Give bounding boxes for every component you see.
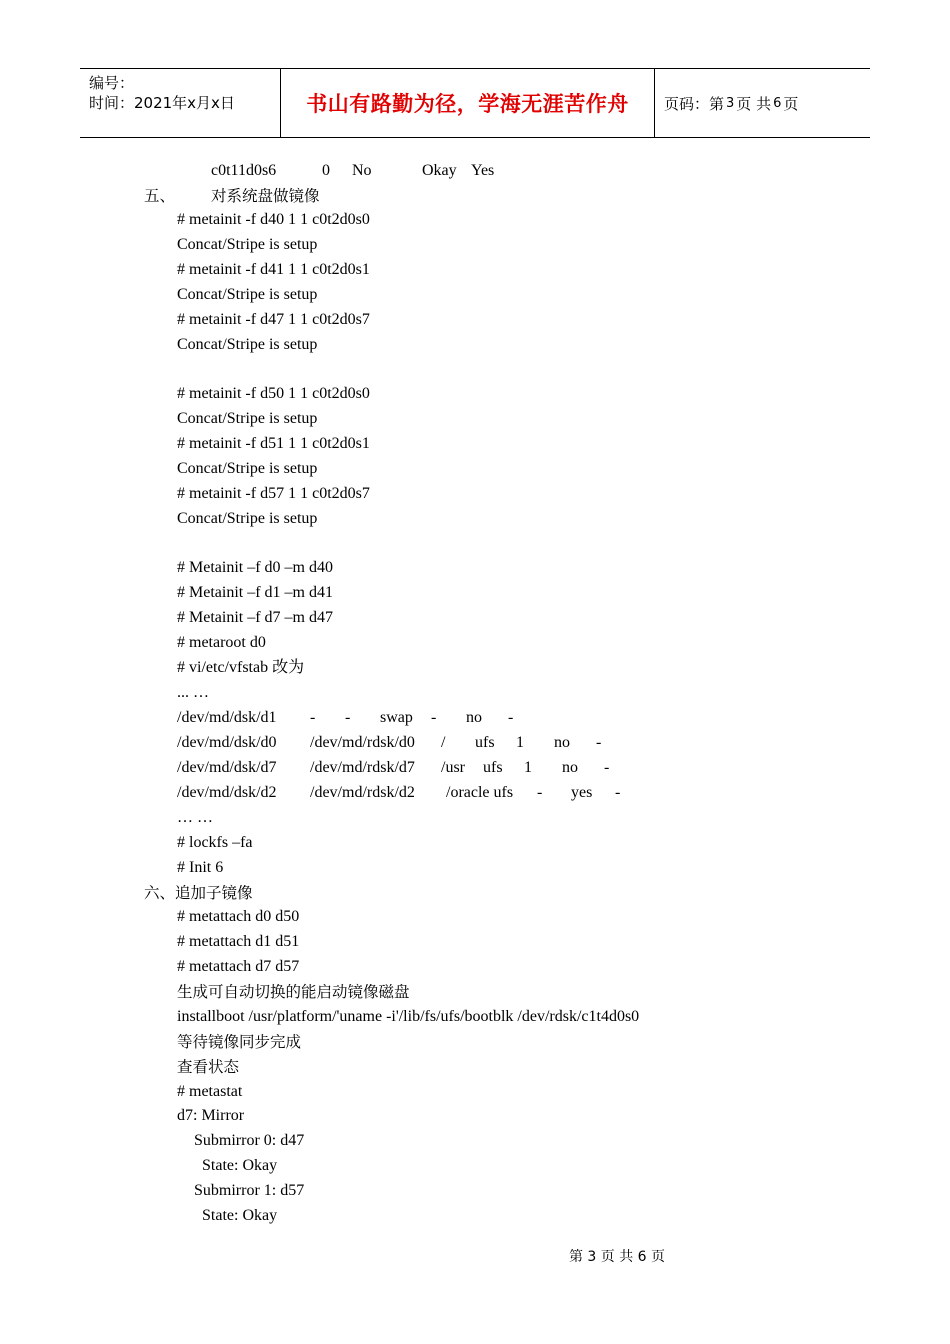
output-line: Concat/Stripe is setup — [177, 236, 318, 253]
page-mid-label: 页 共 — [736, 94, 772, 113]
page-header — [80, 68, 870, 138]
page-label: 页码：第 — [664, 94, 725, 113]
vfstab-cell: - — [604, 759, 610, 776]
command-line: # metattach d1 d51 — [177, 933, 300, 950]
command-line: # lockfs –fa — [177, 834, 253, 851]
command-line: # metainit -f d50 1 1 c0t2d0s0 — [177, 385, 370, 402]
command-line: # metastat — [177, 1083, 243, 1100]
output-line: Concat/Stripe is setup — [177, 410, 318, 427]
vfstab-cell: no — [466, 709, 482, 726]
vfstab-cell: - — [615, 784, 621, 801]
note-line: 等待镜像同步完成 — [177, 1033, 302, 1051]
vfstab-cell: 1 — [524, 759, 532, 776]
output-line: State: Okay — [202, 1207, 278, 1224]
vfstab-cell: /dev/md/dsk/d7 — [177, 759, 277, 776]
vfstab-cell: /oracle ufs — [446, 784, 514, 801]
vfstab-cell: 1 — [516, 734, 524, 751]
page-end-label: 页 — [783, 94, 799, 113]
vfstab-cell: no — [554, 734, 570, 751]
command-line: # metainit -f d57 1 1 c0t2d0s7 — [177, 485, 370, 502]
vfstab-row — [177, 708, 637, 728]
vfstab-cell: no — [562, 759, 578, 776]
header-page-info — [655, 69, 870, 137]
disk-row-c2: 0 — [322, 162, 330, 179]
vfstab-cell: /usr — [441, 759, 465, 776]
header-motto: 书山有路勤为径，学海无涯苦作舟 — [281, 69, 655, 137]
output-line: Concat/Stripe is setup — [177, 286, 318, 303]
vfstab-row — [177, 758, 637, 778]
command-line: # vi/etc/vfstab 改为 — [177, 659, 305, 676]
command-line: # metainit -f d51 1 1 c0t2d0s1 — [177, 435, 370, 452]
output-line: d7: Mirror — [177, 1107, 245, 1124]
ellipsis-line: ... … — [177, 684, 209, 701]
page-total: 6 — [773, 95, 782, 111]
output-line: Concat/Stripe is setup — [177, 460, 318, 477]
command-line: # Metainit –f d0 –m d40 — [177, 559, 333, 576]
command-line: # metainit -f d40 1 1 c0t2d0s0 — [177, 211, 370, 228]
ellipsis-line: … … — [177, 809, 213, 826]
vfstab-cell: / — [441, 734, 446, 751]
vfstab-cell: /dev/md/rdsk/d0 — [310, 734, 415, 751]
note-line: 查看状态 — [177, 1058, 240, 1076]
vfstab-cell: /dev/md/rdsk/d7 — [310, 759, 415, 776]
command-line: # Init 6 — [177, 859, 224, 876]
section-5-number: 五、 — [144, 187, 176, 205]
output-line: Submirror 0: d47 — [194, 1132, 305, 1149]
disk-row-c4: Okay — [422, 162, 457, 179]
output-line: Concat/Stripe is setup — [177, 336, 318, 353]
vfstab-cell: ufs — [475, 734, 495, 751]
command-line: # metattach d0 d50 — [177, 908, 300, 925]
disk-row-c1: c0t11d0s6 — [211, 162, 277, 179]
command-line: # Metainit –f d1 –m d41 — [177, 584, 333, 601]
command-line: installboot /usr/platform/'uname -i'/lib/fs/ufs/bootblk /dev/rdsk/c1t4d0s0 — [177, 1008, 640, 1025]
note-line: 生成可自动切换的能启动镜像磁盘 — [177, 983, 410, 1001]
disk-row-c5: Yes — [471, 162, 495, 179]
command-line: # metainit -f d41 1 1 c0t2d0s1 — [177, 261, 370, 278]
serial-number-label: 编号： — [89, 74, 135, 92]
command-line: # Metainit –f d7 –m d47 — [177, 609, 333, 626]
vfstab-cell: - — [310, 709, 316, 726]
section-6-title: 六、追加子镜像 — [144, 884, 253, 902]
vfstab-cell: ufs — [483, 759, 503, 776]
vfstab-cell: swap — [380, 709, 413, 726]
page-footer: 第 3 页 共 6 页 — [568, 1249, 666, 1265]
vfstab-cell: - — [537, 784, 543, 801]
output-line: State: Okay — [202, 1157, 278, 1174]
command-line: # metattach d7 d57 — [177, 958, 300, 975]
section-5-title: 对系统盘做镜像 — [211, 187, 320, 205]
command-line: # metainit -f d47 1 1 c0t2d0s7 — [177, 311, 370, 328]
vfstab-row — [177, 783, 637, 803]
vfstab-cell: - — [508, 709, 514, 726]
vfstab-cell: - — [596, 734, 602, 751]
disk-row-c3: No — [352, 162, 372, 179]
vfstab-cell: - — [431, 709, 437, 726]
output-line: Submirror 1: d57 — [194, 1182, 305, 1199]
command-line: # metaroot d0 — [177, 634, 266, 651]
vfstab-cell: /dev/md/dsk/d2 — [177, 784, 277, 801]
header-meta-cell — [80, 69, 281, 137]
vfstab-row — [177, 733, 637, 753]
vfstab-cell: /dev/md/dsk/d1 — [177, 709, 277, 726]
date-label: 时间：2021年x月x日 — [89, 94, 235, 112]
output-line: Concat/Stripe is setup — [177, 510, 318, 527]
vfstab-cell: - — [345, 709, 351, 726]
vfstab-cell: /dev/md/dsk/d0 — [177, 734, 277, 751]
vfstab-cell: /dev/md/rdsk/d2 — [310, 784, 415, 801]
page-current: 3 — [726, 95, 735, 111]
vfstab-cell: yes — [571, 784, 593, 801]
